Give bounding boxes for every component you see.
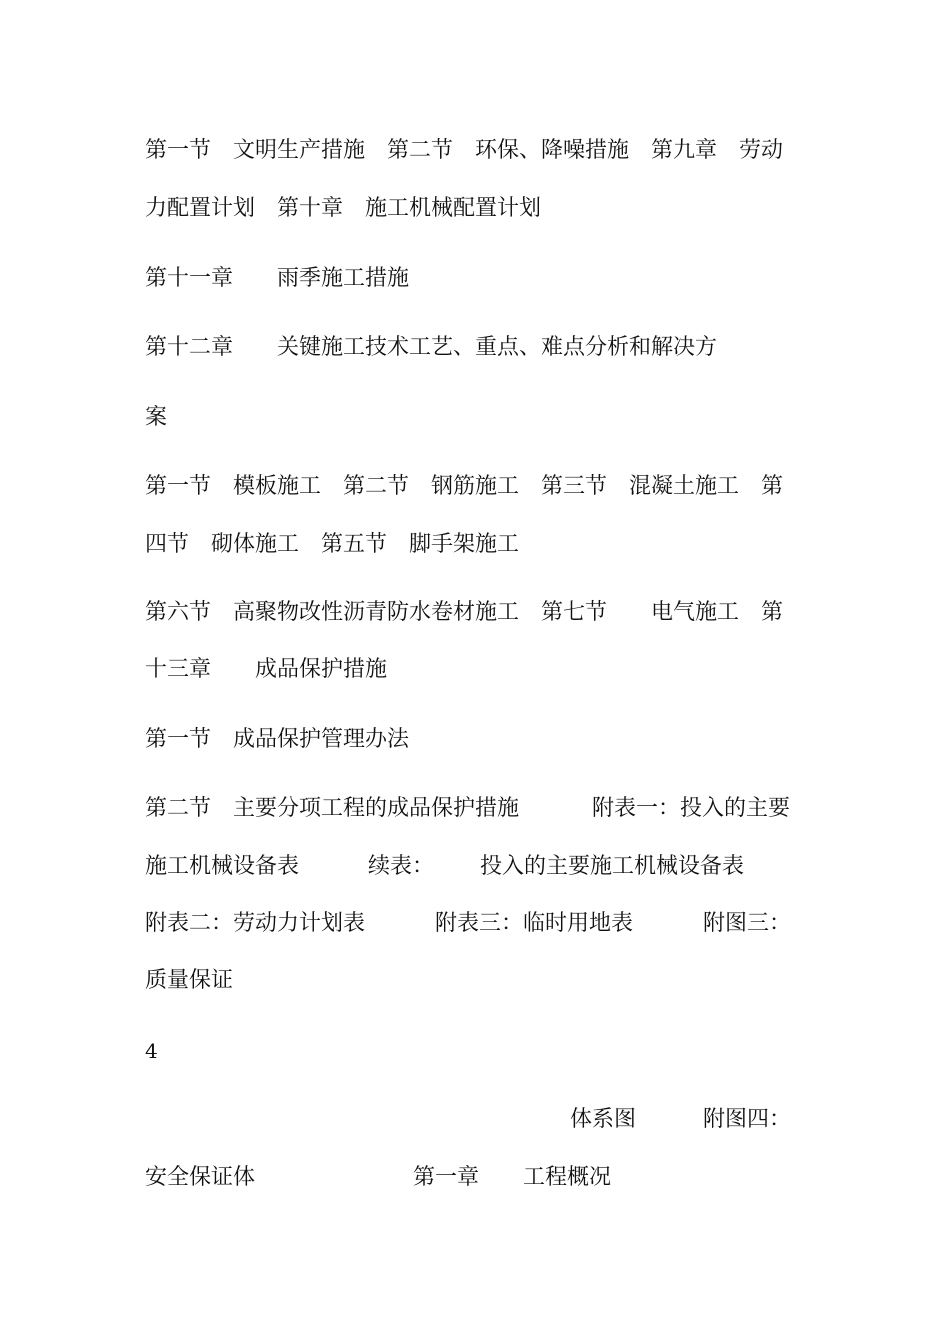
toc-line-1: 第一节 文明生产措施 第二节 环保、降噪措施 第九章 劳动	[145, 138, 784, 163]
toc-line-12-part-c: 投入的主要施工机械设备表	[480, 854, 745, 879]
toc-line-13-part-a: 附表二：劳动力计划表	[145, 911, 366, 936]
toc-line-15-part-b: 附图四：	[703, 1107, 792, 1132]
toc-line-10: 第一节 成品保护管理办法	[145, 727, 410, 752]
toc-line-7: 四节 砌体施工 第五节 脚手架施工	[145, 532, 520, 557]
toc-line-11-part-b: 附表一：投入的主要	[592, 796, 791, 821]
toc-line-2: 力配置计划 第十章 施工机械配置计划	[145, 196, 542, 221]
toc-line-3: 第十一章 雨季施工措施	[145, 266, 410, 291]
toc-line-15-part-a: 体系图	[570, 1107, 637, 1132]
toc-line-16-part-b: 第一章 工程概况	[413, 1165, 612, 1190]
toc-line-6: 第一节 模板施工 第二节 钢筋施工 第三节 混凝土施工 第	[145, 474, 784, 499]
toc-line-12-part-b: 续表：	[368, 854, 435, 879]
toc-line-11-part-a: 第二节 主要分项工程的成品保护措施	[145, 796, 520, 821]
toc-line-14: 质量保证	[145, 968, 234, 993]
toc-line-4: 第十二章 关键施工技术工艺、重点、难点分析和解决方	[145, 335, 718, 360]
toc-line-13-part-c: 附图三：	[703, 911, 792, 936]
toc-line-16-part-a: 安全保证体	[145, 1165, 256, 1190]
toc-line-13-part-b: 附表三：临时用地表	[435, 911, 634, 936]
page-number: 4	[145, 1039, 158, 1063]
toc-line-9: 十三章 成品保护措施	[145, 657, 388, 682]
toc-line-5: 案	[145, 405, 168, 430]
toc-line-8: 第六节 高聚物改性沥青防水卷材施工 第七节 电气施工 第	[145, 600, 784, 625]
toc-line-12-part-a: 施工机械设备表	[145, 854, 300, 879]
